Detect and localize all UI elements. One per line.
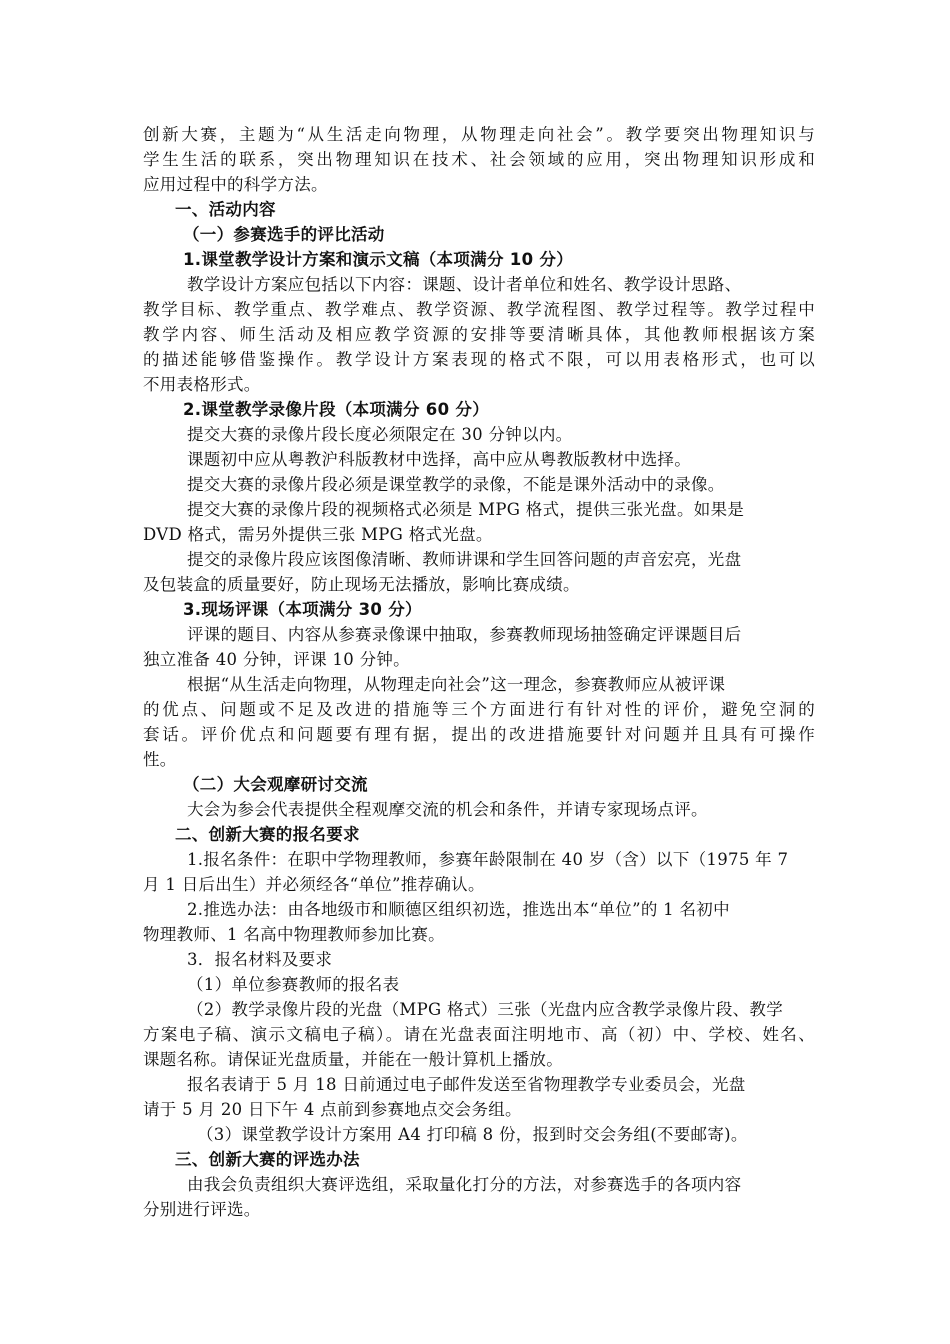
section-heading: 一、活动内容 (175, 200, 276, 219)
paragraph-first-line: （1）单位参赛教师的报名表 (187, 975, 400, 994)
subsection-heading: 1.课堂教学设计方案和演示文稿（本项满分 10 分） (183, 250, 573, 269)
body-text-line: 套话。评价优点和问题要有理有据，提出的改进措施要针对问题并且具有可操作 (143, 725, 815, 744)
paragraph-first-line: 课题初中应从粤教沪科版教材中选择，高中应从粤教版教材中选择。 (187, 450, 691, 469)
paragraph-first-line: （3）课堂教学设计方案用 A4 打印稿 8 份，报到时交会务组(不要邮寄)。 (197, 1125, 748, 1144)
paragraph-first-line: 根据“从生活走向物理，从物理走向社会”这一理念，参赛教师应从被评课 (187, 675, 726, 694)
body-text-line: 请于 5 月 20 日下午 4 点前到参赛地点交会务组。 (143, 1100, 522, 1119)
body-text-line: DVD 格式，需另外提供三张 MPG 格式光盘。 (143, 525, 493, 544)
body-text-line: 方案电子稿、演示文稿电子稿）。请在光盘表面注明地市、高（初）中、学校、姓名、 (143, 1025, 815, 1044)
body-text-line: 教学内容、师生活动及相应教学资源的安排等要清晰具体，其他教师根据该方案 (143, 325, 815, 344)
body-text-line: 性。 (143, 750, 177, 769)
section-heading: 二、创新大赛的报名要求 (175, 825, 360, 844)
body-text-line: 的描述能够借鉴操作。教学设计方案表现的格式不限，可以用表格形式，也可以 (143, 350, 815, 369)
paragraph-first-line: 报名表请于 5 月 18 日前通过电子邮件发送至省物理教学专业委员会，光盘 (187, 1075, 746, 1094)
paragraph-first-line: 由我会负责组织大赛评选组，采取量化打分的方法，对参赛选手的各项内容 (187, 1175, 742, 1194)
body-text-line: 物理教师、1 名高中物理教师参加比赛。 (143, 925, 445, 944)
paragraph-first-line: 评课的题目、内容从参赛录像课中抽取，参赛教师现场抽签确定评课题目后 (187, 625, 742, 644)
body-text-line: 及包装盒的质量要好，防止现场无法播放，影响比赛成绩。 (143, 575, 580, 594)
body-text-line: 月 1 日后出生）并必须经各“单位”推荐确认。 (143, 875, 485, 894)
paragraph-first-line: 教学设计方案应包括以下内容：课题、设计者单位和姓名、教学设计思路、 (187, 275, 742, 294)
paragraph-first-line: 1.报名条件：在职中学物理教师，参赛年龄限制在 40 岁（含）以下（1975 年 7 (187, 850, 789, 869)
section-heading: 三、创新大赛的评选办法 (175, 1150, 360, 1169)
subsection-heading: （二）大会观摩研讨交流 (183, 775, 368, 794)
paragraph-first-line: 3．报名材料及要求 (187, 950, 333, 969)
paragraph-first-line: 提交大赛的录像片段的视频格式必须是 MPG 格式，提供三张光盘。如果是 (187, 500, 745, 519)
document-body (143, 122, 815, 1222)
paragraph-first-line: 2.推选办法：由各地级市和顺德区组织初选，推选出本“单位”的 1 名初中 (187, 900, 730, 919)
body-text-line: 创新大赛，主题为“从生活走向物理，从物理走向社会”。教学要突出物理知识与 (143, 125, 815, 144)
subsection-heading: 3.现场评课（本项满分 30 分） (183, 600, 422, 619)
body-text-line: 教学目标、教学重点、教学难点、教学资源、教学流程图、教学过程等。教学过程中 (143, 300, 815, 319)
body-text-line: 的优点、问题或不足及改进的措施等三个方面进行有针对性的评价，避免空洞的 (143, 700, 815, 719)
body-text-line: 分别进行评选。 (143, 1200, 261, 1219)
body-text-line: 独立准备 40 分钟，评课 10 分钟。 (143, 650, 410, 669)
paragraph-first-line: 提交的录像片段应该图像清晰、教师讲课和学生回答问题的声音宏亮，光盘 (187, 550, 742, 569)
body-text-line: 应用过程中的科学方法。 (143, 175, 328, 194)
body-text-line: 课题名称。请保证光盘质量，并能在一般计算机上播放。 (143, 1050, 563, 1069)
body-text-line: 不用表格形式。 (143, 375, 261, 394)
paragraph-first-line: 提交大赛的录像片段必须是课堂教学的录像，不能是课外活动中的录像。 (187, 475, 725, 494)
paragraph-first-line: 提交大赛的录像片段长度必须限定在 30 分钟以内。 (187, 425, 573, 444)
paragraph-first-line: （2）教学录像片段的光盘（MPG 格式）三张（光盘内应含教学录像片段、教学 (187, 1000, 784, 1019)
body-text-line: 学生生活的联系，突出物理知识在技术、社会领域的应用，突出物理知识形成和 (143, 150, 815, 169)
subsection-heading: 2.课堂教学录像片段（本项满分 60 分） (183, 400, 489, 419)
subsection-heading: （一）参赛选手的评比活动 (183, 225, 385, 244)
paragraph-first-line: 大会为参会代表提供全程观摩交流的机会和条件，并请专家现场点评。 (187, 800, 708, 819)
